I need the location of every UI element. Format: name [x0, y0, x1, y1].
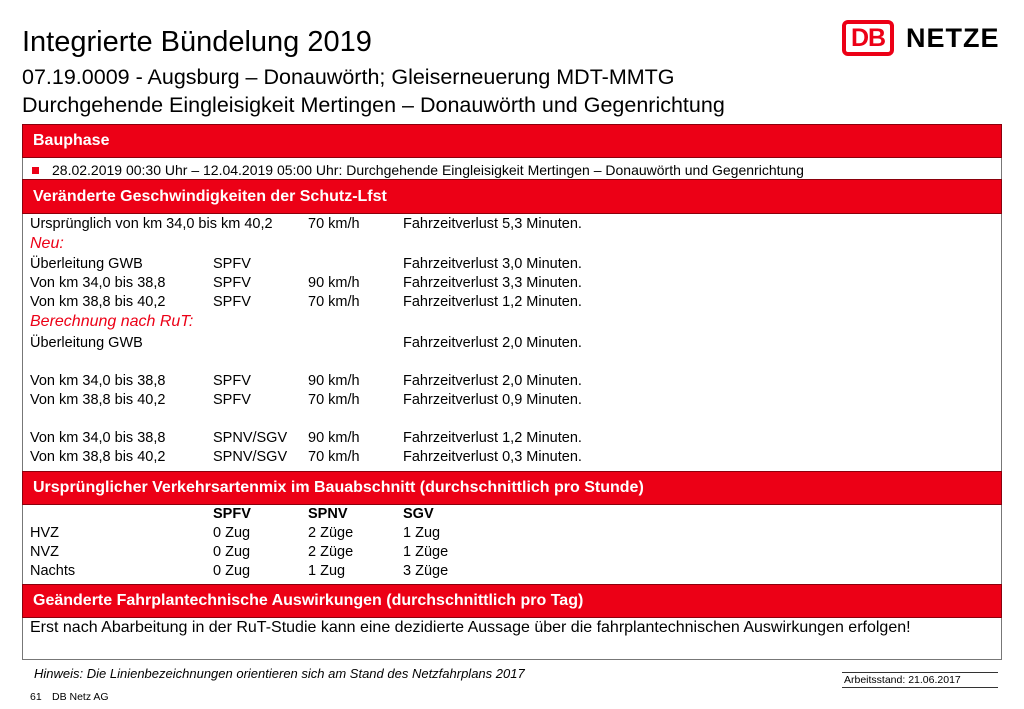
mix-cell: 0 Zug [213, 563, 251, 579]
speed-cell: 90 km/h [308, 430, 360, 446]
impact-text: Erst nach Abarbeitung in der RuT-Studie kann eine dezidierte Aussage über die fahrplantechnischen Auswirkungen erfolgen! [30, 619, 911, 636]
speed-cell: Fahrzeitverlust 2,0 Minuten. [403, 335, 582, 351]
mix-header: SPFV [213, 506, 251, 522]
mix-cell: 1 Zug [403, 525, 441, 541]
speed-cell: Fahrzeitverlust 2,0 Minuten. [403, 373, 582, 389]
speed-cell: Ursprünglich von km 34,0 bis km 40,2 [30, 216, 273, 232]
db-netze-logo [842, 18, 1000, 58]
speed-cell: Überleitung GWB [30, 335, 143, 351]
mix-cell: 2 Züge [308, 525, 354, 541]
mix-cell: 1 Zug [308, 563, 346, 579]
section-title-impact: Geänderte Fahrplantechnische Auswirkungen (durchschnittlich pro Tag) [33, 592, 584, 609]
mix-row-label: Nachts [30, 563, 76, 579]
mix-cell: 1 Züge [403, 544, 449, 560]
mix-header: SPNV [308, 506, 348, 522]
section-title-bauphase: Bauphase [33, 132, 110, 149]
speed-cell: SPFV [213, 275, 251, 291]
section-title-speed: Veränderte Geschwindigkeiten der Schutz-Lfst [33, 187, 387, 205]
speed-cell: SPNV/SGV [213, 449, 288, 465]
section-bar-mix [22, 471, 1002, 505]
netze-logo-text: NETZE [906, 22, 1000, 53]
mix-row-label: HVZ [30, 525, 59, 541]
section-title-mix: Ursprünglicher Verkehrsartenmix im Bauabschnitt (durchschnittlich pro Stunde) [33, 479, 644, 496]
mix-header: SGV [403, 506, 434, 522]
speed-cell: 70 km/h [308, 392, 360, 408]
speed-cell: Von km 38,8 bis 40,2 [30, 449, 166, 465]
bauphase-text: 28.02.2019 00:30 Uhr – 12.04.2019 05:00 Uhr: Durchgehende Eingleisigkeit Mertingen – Donauwörth und Gegenrichtung [52, 162, 804, 178]
hint-note: Hinweis: Die Linienbezeichnungen orientieren sich am Stand des Netzfahrplans 2017 [34, 666, 525, 681]
mix-cell: 2 Züge [308, 544, 354, 560]
bullet-icon [32, 167, 39, 174]
speed-cell: Von km 38,8 bis 40,2 [30, 294, 166, 310]
db-logo-icon: DB [842, 20, 894, 56]
speed-cell: Fahrzeitverlust 1,2 Minuten. [403, 294, 582, 310]
speed-cell: 70 km/h [308, 449, 360, 465]
label-rut: Berechnung nach RuT: [30, 313, 194, 330]
page-subtitle-2: Durchgehende Eingleisigkeit Mertingen – Donauwörth und Gegenrichtung [22, 93, 725, 117]
work-status-date: Arbeitsstand: 21.06.2017 [842, 672, 998, 688]
speed-cell: 70 km/h [308, 294, 360, 310]
page-title: Integrierte Bündelung 2019 [22, 26, 372, 58]
mix-cell: 0 Zug [213, 544, 251, 560]
speed-cell: Fahrzeitverlust 0,9 Minuten. [403, 392, 582, 408]
speed-cell: SPNV/SGV [213, 430, 288, 446]
section-bar-impact [22, 584, 1002, 618]
speed-cell: Von km 34,0 bis 38,8 [30, 430, 166, 446]
speed-cell: Von km 38,8 bis 40,2 [30, 392, 166, 408]
section-bar-speed [22, 179, 1002, 214]
speed-cell: Überleitung GWB [30, 256, 143, 272]
speed-cell: 90 km/h [308, 373, 360, 389]
mix-cell: 0 Zug [213, 525, 251, 541]
speed-cell: Fahrzeitverlust 5,3 Minuten. [403, 216, 582, 232]
speed-cell: SPFV [213, 294, 251, 310]
mix-cell: 3 Züge [403, 563, 449, 579]
speed-cell: Von km 34,0 bis 38,8 [30, 373, 166, 389]
speed-cell: 90 km/h [308, 275, 360, 291]
label-neu: Neu: [30, 235, 64, 252]
mix-row-label: NVZ [30, 544, 59, 560]
speed-cell: Von km 34,0 bis 38,8 [30, 275, 166, 291]
speed-cell: Fahrzeitverlust 3,3 Minuten. [403, 275, 582, 291]
speed-cell: Fahrzeitverlust 1,2 Minuten. [403, 430, 582, 446]
section-bar-bauphase [22, 124, 1002, 158]
page-number: 61 [30, 691, 42, 703]
speed-cell: SPFV [213, 392, 251, 408]
speed-cell: SPFV [213, 256, 251, 272]
footer-company: DB Netz AG [52, 691, 109, 703]
speed-cell: Fahrzeitverlust 0,3 Minuten. [403, 449, 582, 465]
page-subtitle: 07.19.0009 - Augsburg – Donauwörth; Gleiserneuerung MDT-MMTG [22, 65, 675, 89]
speed-cell: SPFV [213, 373, 251, 389]
speed-cell: Fahrzeitverlust 3,0 Minuten. [403, 256, 582, 272]
speed-cell: 70 km/h [308, 216, 360, 232]
